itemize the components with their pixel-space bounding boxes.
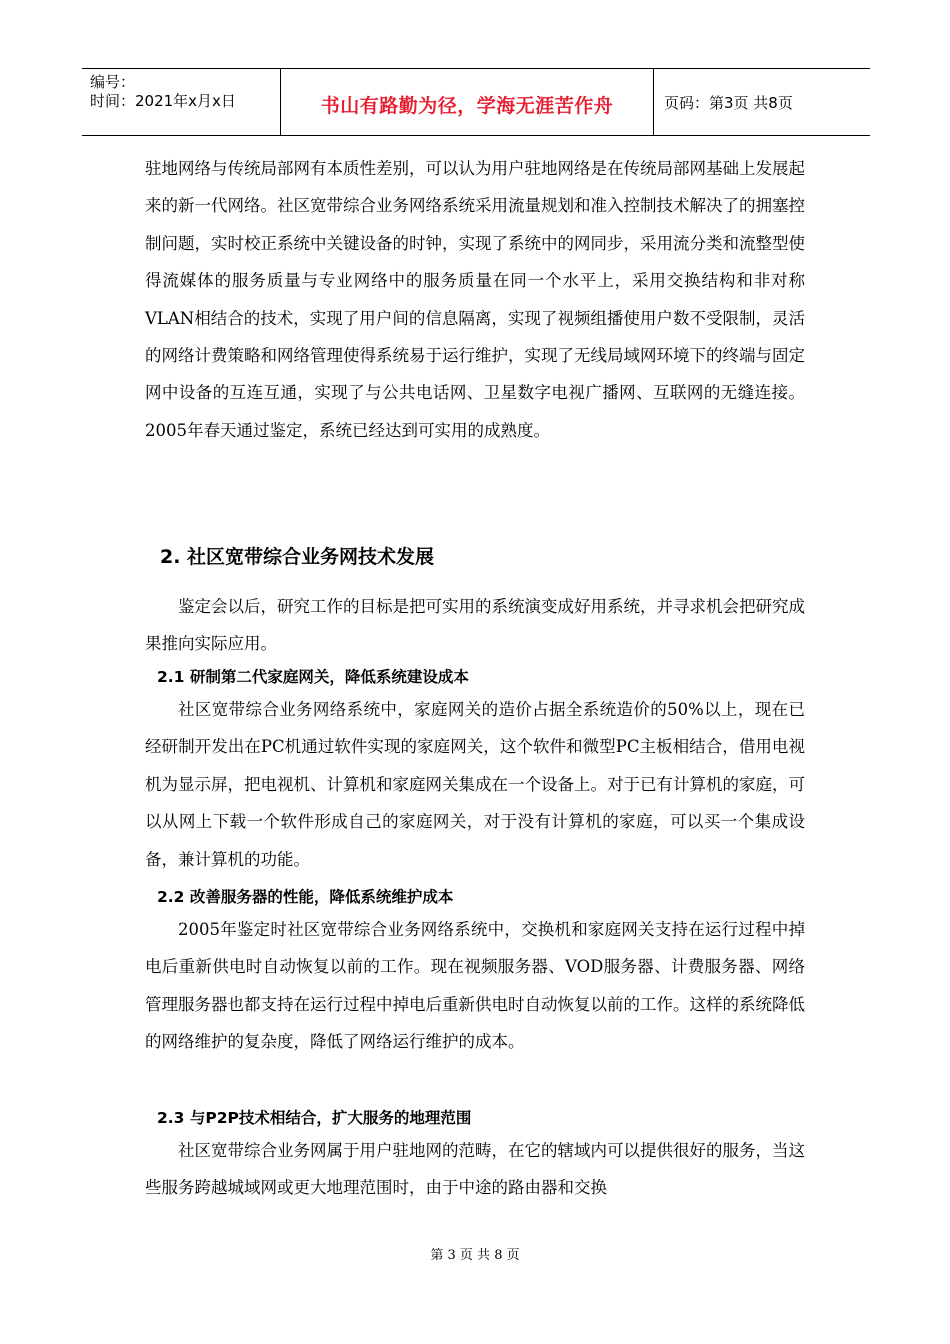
page-header [82, 68, 870, 136]
header-motto-cell [280, 69, 654, 135]
document-number-label: 编号： [90, 73, 136, 91]
paragraph-2-2: 2005年鉴定时社区宽带综合业务网络系统中，交换机和家庭网关支持在运行过程中掉电后重新供电时自动恢复以前的工作。现在视频服务器、VOD服务器、计费服务器、网络管理服务器也都支持在运行过程中掉电后重新供电时自动恢复以前的工作。这样的系统降低的网络维护的复杂度，降低了网络运行维护的成本。 [145, 920, 805, 1052]
paragraph-section-2: 鉴定会以后，研究工作的目标是把可实用的系统演变成好用系统，并寻求机会把研究成果推向实际应用。 [145, 597, 805, 654]
subsection-2-1-title: 2.1 研制第二代家庭网关，降低系统建设成本 [157, 668, 469, 686]
document-time-label: 时间：2021年x月x日 [90, 92, 236, 110]
paragraph-2-1: 社区宽带综合业务网络系统中，家庭网关的造价占据全系统造价的50%以上，现在已经研制开发出在PC机通过软件实现的家庭网关，这个软件和微型PC主板相结合，借用电视机为显示屏，把电视机、计算机和家庭网关集成在一个设备上。对于已有计算机的家庭，可以从网上下载一个软件形成自己的家庭网关，对于没有计算机的家庭，可以买一个集成设备，兼计算机的功能。 [145, 700, 805, 869]
page-footer: 第 3 页 共 8 页 [430, 1248, 520, 1263]
paragraph-intro: 驻地网络与传统局部网有本质性差别，可以认为用户驻地网络是在传统局部网基础上发展起来的新一代网络。社区宽带综合业务网络系统采用流量规划和准入控制技术解决了的拥塞控制问题，实时校正系统中关键设备的时钟，实现了系统中的网同步，采用流分类和流整型使得流媒体的服务质量与专业网络中的服务质量在同一个水平上，采用交换结构和非对称VLAN相结合的技术，实现了用户间的信息隔离，实现了视频组播使用户数不受限制，灵活的网络计费策略和网络管理使得系统易于运行维护，实现了无线局域网环境下的终端与固定网中设备的互连互通，实现了与公共电话网、卫星数字电视广播网、互联网的无缝连接。2005年春天通过鉴定，系统已经达到可实用的成熟度。 [145, 159, 805, 440]
subsection-2-2-title: 2.2 改善服务器的性能，降低系统维护成本 [157, 888, 454, 906]
paragraph-2-3: 社区宽带综合业务网属于用户驻地网的范畴，在它的辖域内可以提供很好的服务，当这些服务跨越城域网或更大地理范围时，由于中途的路由器和交换 [145, 1141, 805, 1198]
header-motto: 书山有路勤为径，学海无涯苦作舟 [320, 94, 614, 117]
header-left-cell [82, 69, 280, 135]
header-page-info: 页码：第3页 共8页 [664, 93, 793, 112]
section-2-title: 2. 社区宽带综合业务网技术发展 [160, 546, 435, 568]
subsection-2-3-title: 2.3 与P2P技术相结合，扩大服务的地理范围 [157, 1109, 472, 1127]
